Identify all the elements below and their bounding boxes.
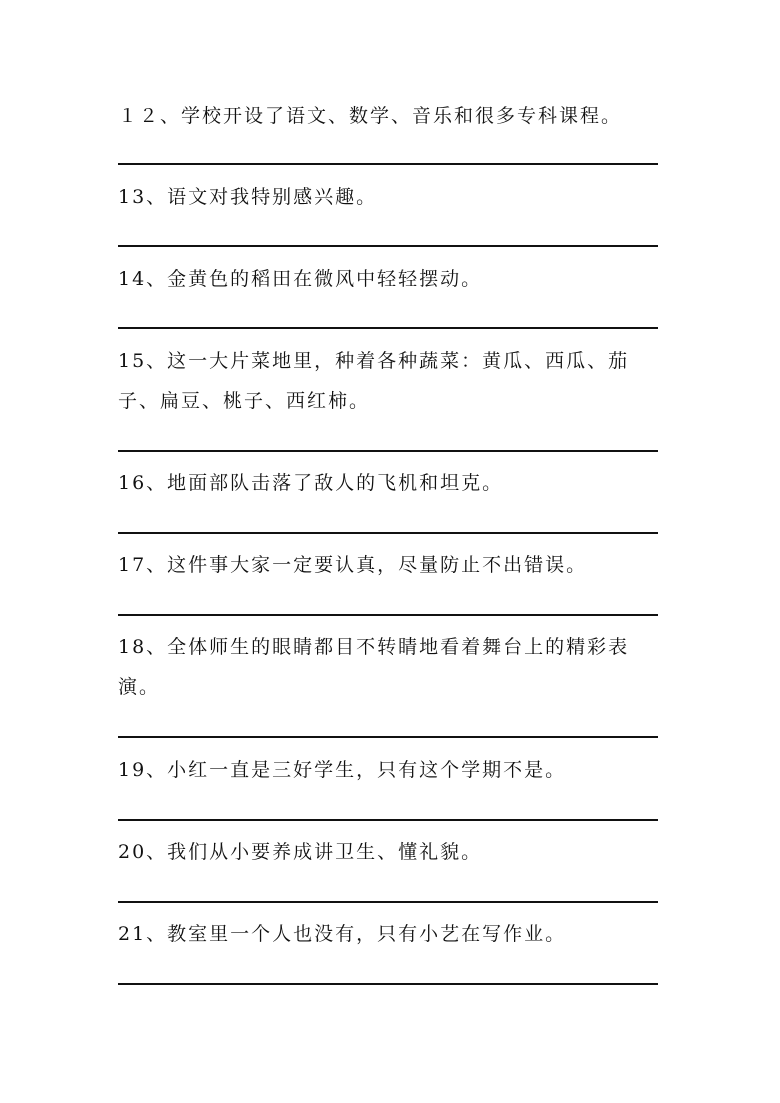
answer-line xyxy=(118,901,658,903)
exercise-18 xyxy=(118,627,663,707)
exercise-sentence: 19、小红一直是三好学生，只有这个学期不是。 xyxy=(118,759,567,781)
answer-line xyxy=(118,983,658,985)
exercise-12 xyxy=(118,96,663,136)
answer-line xyxy=(118,450,658,452)
exercise-20 xyxy=(118,832,663,872)
exercise-sentence: 20、我们从小要养成讲卫生、懂礼貌。 xyxy=(118,841,483,863)
exercise-16 xyxy=(118,463,663,503)
exercise-sentence: 17、这件事大家一定要认真，尽量防止不出错误。 xyxy=(118,554,588,576)
exercise-19 xyxy=(118,750,663,790)
exercise-14 xyxy=(118,259,663,299)
answer-line xyxy=(118,614,658,616)
answer-line xyxy=(118,532,658,534)
exercise-13 xyxy=(118,177,663,217)
exercise-sentence: 21、教室里一个人也没有，只有小艺在写作业。 xyxy=(118,923,567,945)
answer-line xyxy=(118,327,658,329)
exercise-sentence: 16、地面部队击落了敌人的飞机和坦克。 xyxy=(118,472,504,494)
exercise-sentence: 13、语文对我特别感兴趣。 xyxy=(118,186,378,208)
exercise-sentence: 14、金黄色的稻田在微风中轻轻摆动。 xyxy=(118,268,483,290)
exercise-sentence: 15、这一大片菜地里，种着各种蔬菜：黄瓜、西瓜、茄子、扁豆、桃子、西红柿。 xyxy=(118,350,630,412)
exercise-21 xyxy=(118,914,663,954)
answer-line xyxy=(118,819,658,821)
exercise-sentence: 18、全体师生的眼睛都目不转睛地看着舞台上的精彩表演。 xyxy=(118,636,630,698)
exercise-17 xyxy=(118,545,663,585)
answer-line xyxy=(118,736,658,738)
answer-line xyxy=(118,163,658,165)
answer-line xyxy=(118,245,658,247)
exercise-sentence: １２、学校开设了语文、数学、音乐和很多专科课程。 xyxy=(118,105,623,127)
exercise-15 xyxy=(118,341,663,421)
